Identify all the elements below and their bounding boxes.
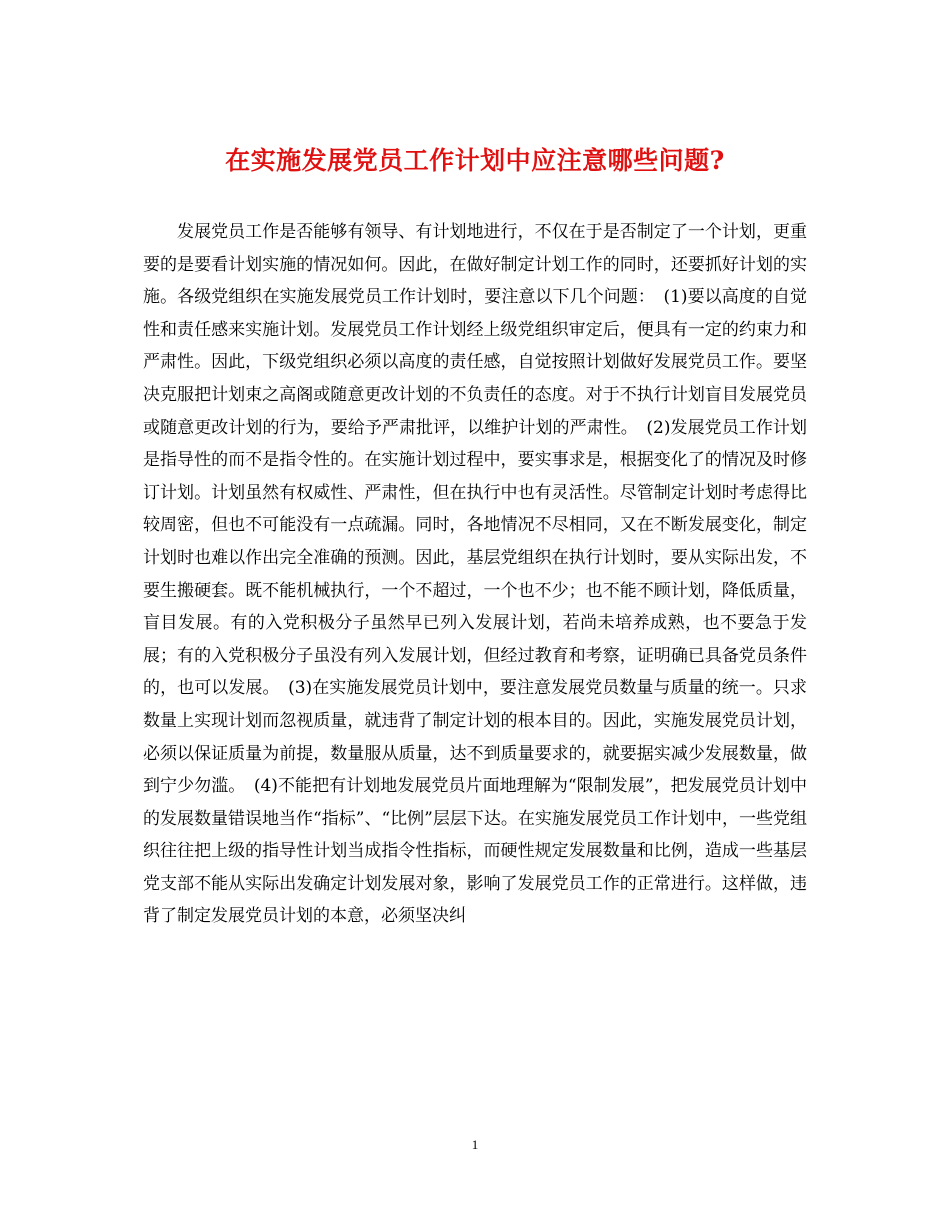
document-title: 在实施发展党员工作计划中应注意哪些问题? xyxy=(225,146,725,175)
page-number: 1 xyxy=(471,1137,479,1152)
document-body-paragraph: 发展党员工作是否能够有领导、有计划地进行，不仅在于是否制定了一个计划，更重要的是要看计划实施的情况如何。因此，在做好制定计划工作的同时，还要抓好计划的实施。各级党组织在实施发展党员工作计划时，要注意以下几个问题： (1)要以高度的自觉性和责任感来实施计划。发展党员工作计划经上级党组织审定后，便具有一定的约束力和严肃性。因此，下级党组织必须以高度的责任感，自觉按照计划做好发展党员工作。要坚决克服把计划束之高阁或随意更改计划的不负责任的态度。对于不执行计划盲目发展党员或随意更改计划的行为，要给予严肃批评，以维护计划的严肃性。 (2)发展党员工作计划是指导性的而不是指令性的。在实施计划过程中，要实事求是，根据变化了的情况及时修订计划。计划虽然有权威性、严肃性，但在执行中也有灵活性。尽管制定计划时考虑得比较周密，但也不可能没有一点疏漏。同时，各地情况不尽相同，又在不断发展变化，制定计划时也难以作出完全准确的预测。因此，基层党组织在执行计划时，要从实际出发，不要生搬硬套。既不能机械执行，一个不超过，一个也不少；也不能不顾计划，降低质量，盲目发展。有的入党积极分子虽然早已列入发展计划，若尚未培养成熟，也不要急于发展；有的入党积极分子虽没有列入发展计划，但经过教育和考察，证明确已具备党员条件的，也可以发展。 (3)在实施发展党员计划中，要注意发展党员数量与质量的统一。只求数量上实现计划而忽视质量，就违背了制定计划的根本目的。因此，实施发展党员计划，必须以保证质量为前提，数量服从质量，达不到质量要求的，就要据实减少发展数量，做到宁少勿滥。 (4)不能把有计划地发展党员片面地理解为“限制发展”，把发展党员计划中的发展数量错误地当作“指标”、“比例”层层下达。在实施发展党员工作计划中，一些党组织往往把上级的指导性计划当成指令性指标，而硬性规定发展数量和比例，造成一些基层党支部不能从实际出发确定计划发展对象，影响了发展党员工作的正常进行。这样做，违背了制定发展党员计划的本意，必须坚决纠 xyxy=(143,222,807,927)
